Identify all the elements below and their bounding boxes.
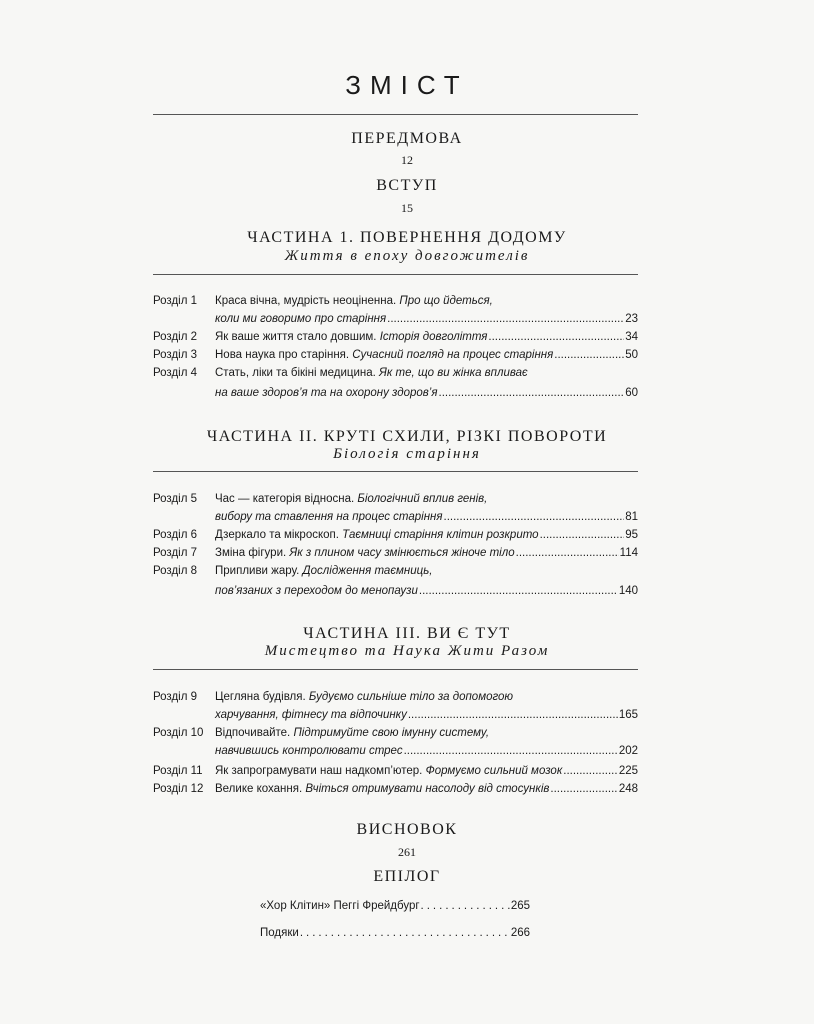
chapter-subtitle: Формуємо сильний мозок — [425, 765, 563, 777]
chapter-subtitle: Історія довголіття — [379, 331, 488, 343]
preface-page: 12 — [401, 153, 413, 167]
chapter-label: Розділ 5 — [153, 493, 198, 505]
chapter-label: Розділ 6 — [153, 529, 198, 541]
dot-leader — [439, 384, 625, 402]
chapter-page: 225 — [618, 765, 638, 777]
part1-rule — [153, 274, 638, 275]
chapter-subtitle-cont: навчившись контролювати стрес — [215, 745, 403, 757]
dot-leader — [421, 900, 510, 912]
chapter-subtitle: Про що йдеться, — [399, 295, 493, 307]
chapter-title: Зміна фігури. — [215, 547, 287, 559]
chapter-title: Нова наука про старіння. — [215, 349, 350, 361]
chapter-page: 248 — [618, 783, 638, 795]
epilogue-item[interactable] — [260, 927, 530, 945]
chapter-title: Відпочивайте. — [215, 727, 291, 739]
chapter-subtitle: Сучасний погляд на процес старіння — [352, 349, 554, 361]
chapter-subtitle: Таємниці старіння клітин розкрито — [342, 529, 539, 541]
part2-heading[interactable]: ЧАСТИНА ІІ. КРУТІ СХИЛИ, РІЗКІ ПОВОРОТИ — [206, 428, 608, 445]
chapter-subtitle: Вчіться отримувати насолоду від стосунків — [305, 783, 550, 795]
title-rule — [153, 114, 638, 115]
dot-leader — [404, 742, 618, 760]
chapter-subtitle: Біологічний вплив генів, — [357, 493, 488, 505]
chapter-subtitle-cont: вибору та ставлення на процес старіння — [215, 511, 443, 523]
dot-leader — [300, 927, 510, 939]
chapter-label: Розділ 4 — [153, 367, 198, 379]
epilogue-item-page: 265 — [510, 900, 530, 912]
chapter-subtitle: Будуємо сильніше тіло за допомогою — [308, 691, 514, 703]
chapter-title: Час — категорія відносна. — [215, 493, 355, 505]
chapter-title: Цегляна будівля. — [215, 691, 306, 703]
dot-leader — [563, 762, 618, 780]
part3-subtitle: Мистецтво та Наука Жити Разом — [264, 643, 550, 659]
chapter-title: Припливи жару. — [215, 565, 300, 577]
chapter-page: 23 — [625, 313, 638, 325]
chapter-title: Стать, ліки та бікіні медицина. — [215, 367, 376, 379]
part3-heading[interactable]: ЧАСТИНА ІІІ. ВИ Є ТУТ — [303, 625, 511, 642]
chapter-title: Як ваше життя стало довшим. — [215, 331, 377, 343]
part2-rule — [153, 471, 638, 472]
chapter-label: Розділ 1 — [153, 295, 198, 307]
chapter-label: Розділ 10 — [153, 727, 204, 739]
conclusion-page: 261 — [398, 845, 416, 859]
part1-subtitle: Життя в епоху довгожителів — [284, 248, 530, 264]
dot-leader — [516, 544, 619, 562]
epilogue-item[interactable] — [260, 900, 530, 918]
chapter-title: Велике кохання. — [215, 783, 303, 795]
part3-rule — [153, 669, 638, 670]
chapter-page: 114 — [619, 547, 638, 559]
chapter-page: 50 — [625, 349, 638, 361]
chapter-label: Розділ 9 — [153, 691, 198, 703]
chapter-subtitle: Дослідження таємниць, — [302, 565, 433, 577]
chapter-subtitle-cont: коли ми говоримо про старіння — [215, 313, 387, 325]
dot-leader — [554, 346, 624, 364]
dot-leader — [550, 780, 617, 798]
chapter-label: Розділ 7 — [153, 547, 198, 559]
chapter-label: Розділ 11 — [153, 765, 203, 777]
conclusion-heading[interactable]: ВИСНОВОК — [356, 821, 458, 838]
part2-subtitle: Біологія старіння — [333, 446, 481, 462]
chapter-subtitle-cont: на ваше здоров’я та на охорону здоров’я — [215, 387, 438, 399]
chapter-page: 140 — [618, 585, 638, 597]
dot-leader — [444, 508, 625, 526]
dot-leader — [408, 706, 618, 724]
chapter-title: Як запрограмувати наш надкомп’ютер. — [215, 765, 423, 777]
page-title: ЗМІСТ — [345, 70, 469, 100]
chapter-subtitle-cont: пов’язаних з переходом до менопаузи — [215, 585, 418, 597]
epilogue-item-label: «Хор Клітин» Пеггі Фрейдбург — [260, 900, 420, 912]
dot-leader — [540, 526, 625, 544]
chapter-label: Розділ 2 — [153, 331, 198, 343]
chapter-subtitle: Як те, що ви жінка впливає — [379, 367, 528, 379]
dot-leader — [387, 310, 624, 328]
epilogue-item-label: Подяки — [260, 927, 299, 939]
chapter-page: 60 — [625, 387, 638, 399]
chapter-subtitle: Як з плином часу змінюється жіноче тіло — [289, 547, 515, 559]
chapter-page: 165 — [618, 709, 638, 721]
dot-leader — [419, 582, 618, 600]
intro-page: 15 — [401, 201, 413, 215]
chapter-page: 34 — [625, 331, 638, 343]
chapter-title: Дзеркало та мікроскоп. — [215, 529, 339, 541]
part1-heading[interactable]: ЧАСТИНА 1. ПОВЕРНЕННЯ ДОДОМУ — [247, 229, 567, 246]
epilogue-item-page: 266 — [510, 927, 530, 939]
chapter-page: 202 — [618, 745, 638, 757]
preface-heading[interactable]: ПЕРЕДМОВА — [351, 130, 463, 147]
chapter-label: Розділ 3 — [153, 349, 198, 361]
chapter-title: Краса вічна, мудрість неоціненна. — [215, 295, 397, 307]
chapter-label: Розділ 12 — [153, 783, 204, 795]
intro-heading[interactable]: ВСТУП — [376, 177, 438, 194]
chapter-page: 81 — [625, 511, 638, 523]
chapter-label: Розділ 8 — [153, 565, 198, 577]
chapter-subtitle-cont: харчування, фітнесу та відпочинку — [215, 709, 407, 721]
chapter-subtitle: Підтримуйте свою імунну систему, — [293, 727, 490, 739]
dot-leader — [488, 328, 624, 346]
chapter-page: 95 — [625, 529, 638, 541]
epilogue-heading[interactable]: ЕПІЛОГ — [373, 868, 441, 885]
